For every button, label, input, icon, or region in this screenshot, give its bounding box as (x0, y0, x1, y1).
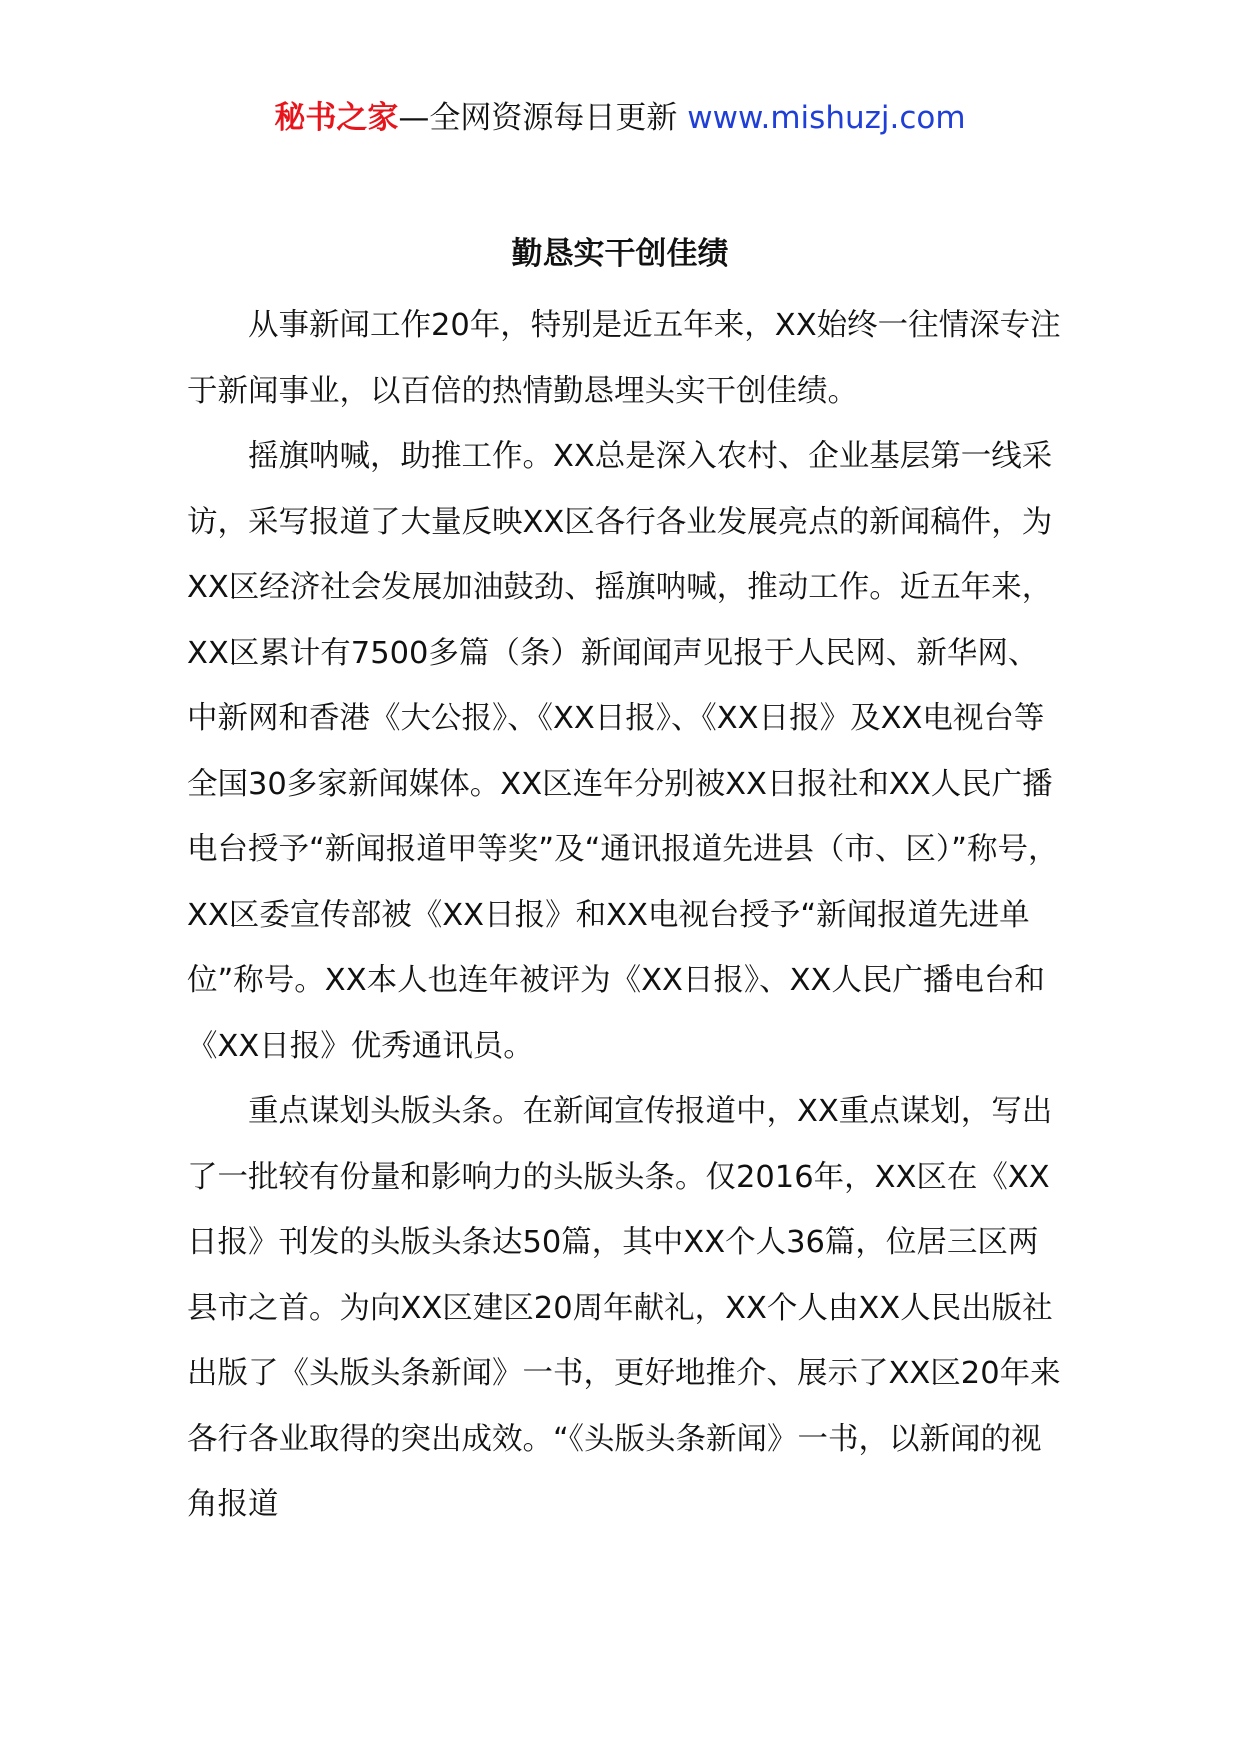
paragraph-headlines: 重点谋划头版头条。在新闻宣传报道中，XX重点谋划，写出了一批较有份量和影响力的头版头条。仅2016年，XX区在《XX日报》刊发的头版头条达50篇，其中XX个人36篇，位居三区两县市之首。为向XX区建区20周年献礼，XX个人由XX人民出版社出版了《头版头条新闻》一书，更好地推介、展示了XX区20年来各行各业取得的突出成效。“《头版头条新闻》一书，以新闻的视角报道 (187, 1094, 1061, 1522)
paragraph-intro: 从事新闻工作20年，特别是近五年来，XX始终一往情深专注于新闻事业，以百倍的热情勤恳埋头实干创佳绩。 (187, 308, 1061, 409)
site-url-link[interactable]: www.mishuzj.com (687, 100, 966, 136)
document-title: 勤恳实干创佳绩 (511, 236, 729, 272)
header-tagline: —全网资源每日更新 (398, 100, 688, 136)
brand-name: 秘书之家 (274, 100, 399, 136)
paragraph-cheering: 摇旗呐喊，助推工作。XX总是深入农村、企业基层第一线采访，采写报道了大量反映XX区各行各业发展亮点的新闻稿件，为XX区经济社会发展加油鼓劲、摇旗呐喊，推动工作。近五年来，XX区累计有7500多篇（条）新闻闻声见报于人民网、新华网、中新网和香港《大公报》、《XX日报》、《XX日报》及XX电视台等全国30多家新闻媒体。XX区连年分别被XX日报社和XX人民广播电台授予“新闻报道甲等奖”及“通讯报道先进县（市、区）”称号，XX区委宣传部被《XX日报》和XX电视台授予“新闻报道先进单位”称号。XX本人也连年被评为《XX日报》、XX人民广播电台和《XX日报》优秀通讯员。 (187, 439, 1059, 1064)
site-header (0, 98, 1240, 138)
document-body (187, 293, 1067, 1538)
